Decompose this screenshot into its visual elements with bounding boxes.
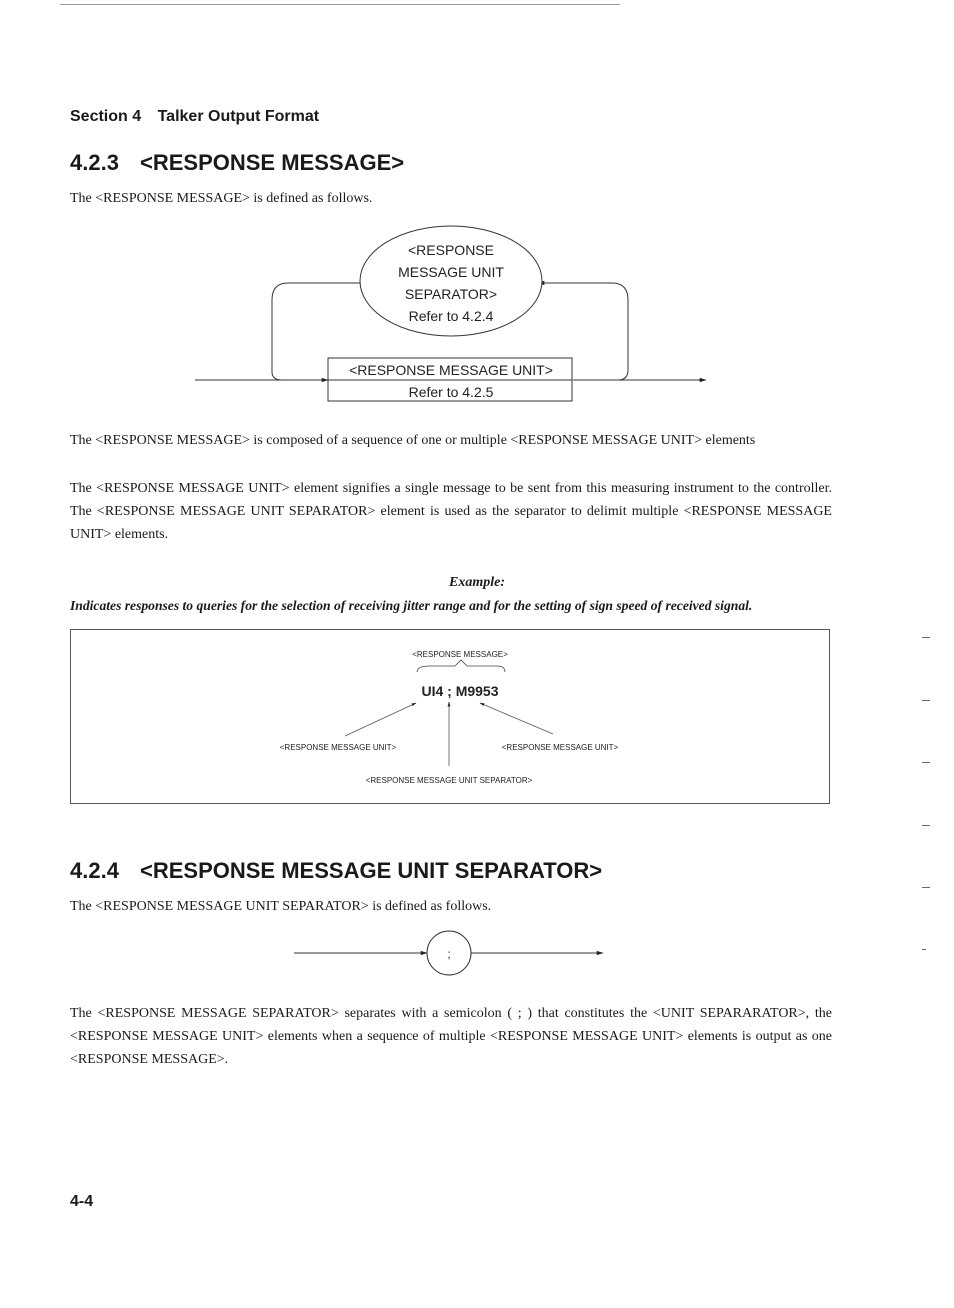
margin-mark: [922, 637, 930, 638]
header-section-title: Talker Output Format: [157, 108, 320, 125]
unit-ref: Refer to 4.2.5: [408, 384, 494, 400]
separator-line-3: SEPARATOR>: [404, 286, 498, 302]
margin-mark: [922, 887, 930, 888]
margin-mark: [922, 762, 930, 763]
margin-mark: [922, 949, 926, 950]
intro-4-2-4: The <RESPONSE MESSAGE UNIT SEPARATOR> is defined as follows.: [70, 899, 492, 914]
example-unit-right: <RESPONSE MESSAGE UNIT>: [501, 743, 619, 752]
example-message-label: <RESPONSE MESSAGE>: [412, 650, 508, 659]
heading-title: <RESPONSE MESSAGE>: [140, 150, 405, 175]
semicolon-symbol: ;: [447, 947, 451, 961]
para-4-2-3-b: The <RESPONSE MESSAGE UNIT> element signifies a single message to be sent from this measuring instrument to the controller. The <RESPONSE MESSAGE UNIT SEPARATOR> element is used as the separator to delimit multiple <RESPONSE MESSAGE UNIT> elements.: [70, 481, 832, 542]
intro-4-2-3: The <RESPONSE MESSAGE> is defined as follows.: [70, 191, 373, 206]
separator-line-4: Refer to 4.2.4: [408, 308, 494, 324]
example-description: Indicates responses to queries for the selection of receiving jitter range and for the setting of sign speed of received signal.: [70, 598, 753, 613]
para-4-2-4: The <RESPONSE MESSAGE SEPARATOR> separates with a semicolon ( ; ) that constitutes the <UNIT SEPARARATOR>, the <RESPONSE MESSAGE UNIT> elements when a sequence of multiple <RESPONSE MESSAGE UNIT> elements is output as one <RESPONSE MESSAGE>.: [70, 1006, 832, 1067]
heading-number: 4.2.4: [70, 858, 119, 883]
example-separator: <RESPONSE MESSAGE UNIT SEPARATOR>: [365, 776, 533, 785]
margin-mark: [922, 825, 930, 826]
heading-number: 4.2.3: [70, 150, 119, 175]
header-section-number: Section 4: [70, 108, 142, 125]
separator-line-2: MESSAGE UNIT: [398, 264, 504, 280]
para-4-2-3-a: The <RESPONSE MESSAGE> is composed of a sequence of one or multiple <RESPONSE MESSAGE UNIT> elements: [70, 433, 756, 448]
unit-label: <RESPONSE MESSAGE UNIT>: [349, 362, 553, 378]
heading-title: <RESPONSE MESSAGE UNIT SEPARATOR>: [140, 858, 603, 883]
page-number: 4-4: [70, 1193, 94, 1210]
example-message-text: UI4 ; M9953: [421, 683, 499, 699]
margin-mark: [922, 700, 930, 701]
example-label: Example:: [449, 575, 505, 590]
separator-line-1: <RESPONSE: [408, 242, 494, 258]
example-unit-left: <RESPONSE MESSAGE UNIT>: [279, 743, 397, 752]
